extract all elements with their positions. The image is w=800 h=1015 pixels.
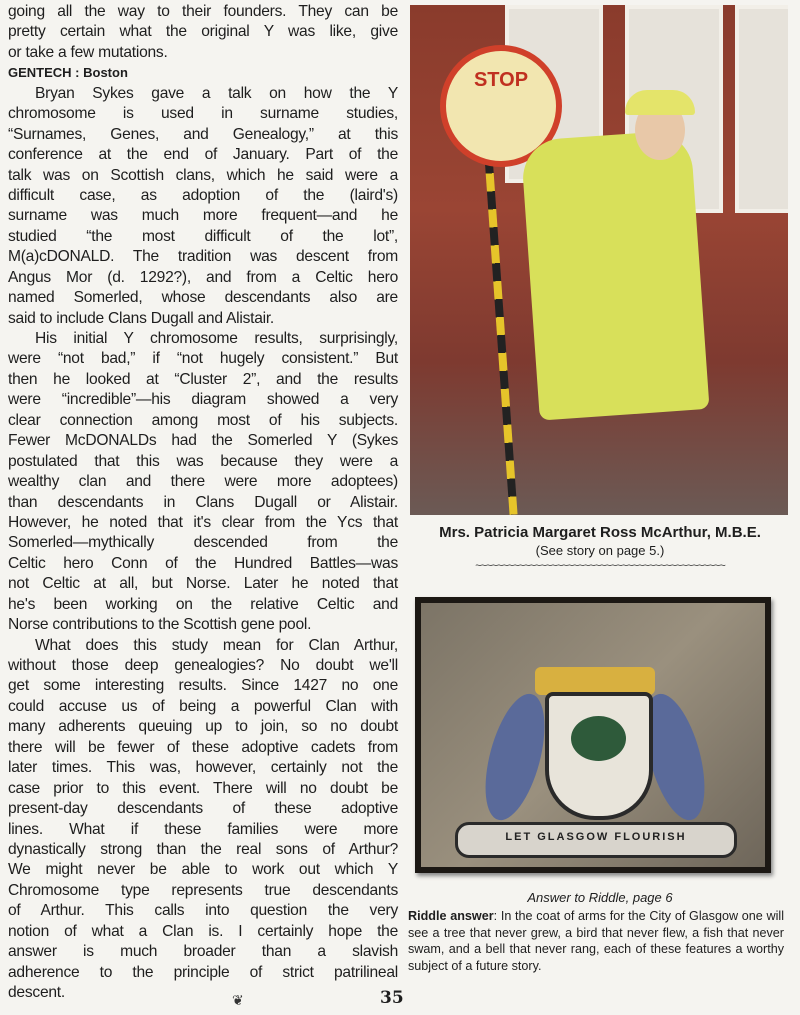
article-column	[8, 2, 398, 1003]
photo-crossing-guard	[410, 5, 788, 515]
article-line: postulated that this was because they were a	[8, 452, 398, 470]
yellow-hat	[625, 90, 695, 115]
section-heading: GENTECH : Boston	[8, 65, 128, 81]
article-line: M(a)cDONALD. The tradition was descent from	[8, 248, 398, 266]
article-line: could accuse us of being a powerful Clan with	[8, 697, 398, 715]
article-line: lines. What if these families were more	[8, 820, 398, 838]
article-line: His initial Y chromosome results, surprisingly,	[35, 330, 398, 347]
article-line: answer is much broader than a slavish	[8, 943, 398, 961]
divider: ~~~~~~~~~~~~~~~~~~~~~~~~~~~~~~~~~~~~~~~~~~~~~~	[475, 560, 725, 572]
article-line: case prior to this event. There will no doubt be	[8, 779, 398, 797]
article-line: get some interesting results. Since 1427 no one	[8, 677, 398, 695]
article-line: many adherents queuing up to join, so no doubt	[8, 718, 398, 736]
article-line: descent.	[8, 984, 65, 1001]
article-line: were “incredible”—his diagram showed a very	[8, 391, 398, 409]
page-number: 35	[380, 988, 404, 1008]
article-line: were “not bad,” if “not hugely consistent.” But	[8, 350, 398, 368]
article-line: said to include Clans Dugall and Alistair.	[8, 309, 275, 327]
photo-glasgow-coat-of-arms	[415, 597, 771, 873]
riddle-answer: Riddle answer: In the coat of arms for the City of Glasgow one will see a tree that never grew, a bird that never flew, a fish that never swam, and a bell that never rang, each of these features a worthy subject of a future story.	[408, 909, 784, 973]
article-line: However, he noted that it's clear from the Ycs that	[8, 513, 398, 531]
sign-pole	[484, 155, 517, 515]
article-line: conference at the end of January. Part of the	[8, 146, 398, 164]
shield	[545, 692, 653, 820]
article-line: present-day descendants of these adoptive	[8, 800, 398, 818]
article-line: dynastically strong than the real sons of Arthur?	[8, 840, 398, 858]
stop-sign: STOP	[440, 45, 562, 167]
article-line: Celtic hero Conn of the Hundred Battles—was	[8, 554, 398, 572]
article-line: wealthy clan and there were more adoptees)	[8, 473, 398, 491]
article-line: later times. This was, however, certainly not the	[8, 759, 398, 777]
article-line: pretty certain what the original Y was like, give	[8, 23, 398, 41]
motto-scroll: LET GLASGOW FLOURISH	[455, 822, 737, 858]
article-line: named Somerled, whose descendants also are	[8, 289, 398, 307]
article-line: clear connection among most of his subjects.	[8, 411, 398, 429]
photo-caption: Mrs. Patricia Margaret Ross McArthur, M.B.E.	[439, 524, 761, 541]
article-line: going all the way to their founders. They can be	[8, 3, 398, 20]
article-line: talk was on Scottish clans, which he said were a	[8, 166, 398, 184]
article-line: Bryan Sykes gave a talk on how the Y	[35, 84, 398, 102]
article-line: Somerled—mythically descended from the	[8, 534, 398, 552]
article-line: difficult case, as adoption of the (laird's)	[8, 186, 398, 204]
article-line: not Celtic at all, but Norse. Later he noted that	[8, 575, 398, 593]
article-line: Fewer McDONALDs had the Somerled Y (Sykes	[8, 432, 398, 450]
article-line: studied “the most difficult of the lot”,	[8, 227, 398, 245]
window	[735, 5, 788, 213]
article-line: than descendants in Clans Dugall or Alistair.	[8, 493, 398, 511]
article-line: surname was much more frequent—and he	[8, 207, 398, 225]
riddle-caption: Answer to Riddle, page 6	[527, 890, 673, 905]
article-line: What does this study mean for Clan Arthur,	[35, 636, 398, 654]
article-line: without those deep genealogies? No doubt we'll	[8, 657, 398, 674]
article-line: of Arthur. This calls into question the very	[8, 902, 398, 920]
article-line: or take a few mutations.	[8, 43, 168, 61]
yellow-coat	[520, 129, 709, 420]
article-line: he's been working on the relative Celtic and	[8, 595, 398, 613]
crown	[535, 667, 655, 695]
article-line: We might never be able to work out which Y	[8, 861, 398, 879]
article-line: chromosome is used in surname studies,	[8, 105, 398, 123]
thistle-icon: ❦	[232, 992, 244, 1008]
article-line: Norse contributions to the Scottish gene pool.	[8, 616, 312, 634]
article-line: Angus Mor (d. 1292?), and from a Celtic hero	[8, 268, 398, 286]
article-line: Chromosome type represents true descendants	[8, 881, 398, 899]
article-line: “Surnames, Genes, and Genealogy,” at this	[8, 125, 398, 143]
article-line: adherence to the principle of strict patrilineal	[8, 963, 398, 981]
article-line: then he looked at “Cluster 2”, and the results	[8, 370, 398, 388]
tree	[571, 716, 626, 761]
article-line: there will be fewer of these adoptive cadets from	[8, 738, 398, 756]
article-line: notion of what a Clan is. I certainly hope the	[8, 922, 398, 940]
photo-subcaption: (See story on page 5.)	[535, 543, 665, 558]
